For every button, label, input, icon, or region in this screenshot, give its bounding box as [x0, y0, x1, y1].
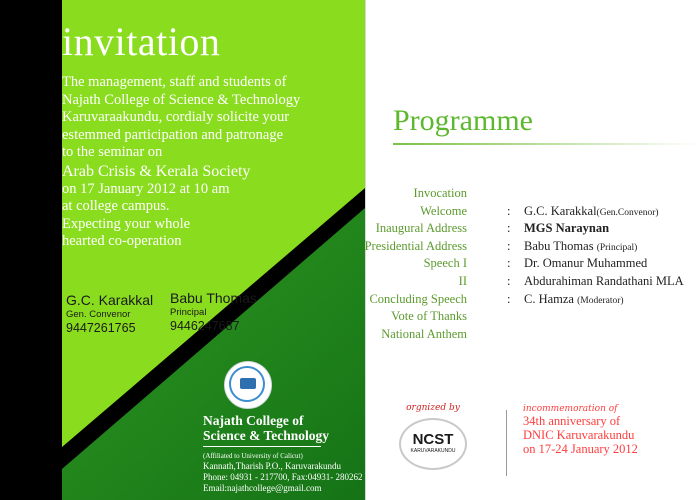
college-logo [224, 361, 272, 409]
programme-item-label: II [458, 273, 467, 288]
commemoration-line: on 17-24 January 2012 [523, 442, 638, 456]
college-email: Email:najathcollege@gmail.com [203, 483, 322, 493]
organizer-label [393, 403, 473, 413]
college-phone: Phone: 04931 - 217700, Fax:04931- 280262 [203, 472, 363, 482]
commemoration-line: DNIC Karuvarakundu [523, 428, 635, 442]
seminar-title: Arab Crisis & Kerala Society [62, 162, 251, 180]
programme-item-label: Presidential Address [364, 238, 467, 253]
commemoration-note [523, 404, 638, 456]
programme-item-speaker: G.C. Karakkal(Gen.Convenor) [524, 203, 659, 218]
programme-row [366, 221, 700, 239]
organized-by-text: orgnized by [406, 403, 460, 413]
message-line: on 17 January 2012 at 10 am [62, 180, 230, 197]
programme-rule [393, 143, 700, 145]
commemoration-line: 34th anniversary of [523, 414, 621, 428]
programme-item-label: Vote of Thanks [391, 309, 467, 324]
programme-item-label: Welcome [420, 203, 467, 218]
programme-item-label: Concluding Speech [369, 291, 467, 306]
programme-title: Programme [393, 104, 533, 137]
programme-item-speaker: C. Hamza (Moderator) [524, 291, 624, 306]
signatory-name: Babu Thomas [170, 290, 257, 306]
programme-row [366, 186, 700, 204]
programme-row [366, 309, 700, 327]
colon-separator: : [507, 203, 511, 218]
signatory-phone: 9447261765 [66, 321, 136, 335]
programme-item-speaker: MGS Naraynan [524, 221, 610, 236]
signatory-role: Principal [170, 307, 207, 318]
programme-row [366, 274, 700, 292]
programme-item-label: National Anthem [381, 326, 467, 341]
badge-text: NCST [412, 431, 454, 448]
ncst-badge [399, 418, 467, 470]
message-line: at college campus. [62, 198, 170, 214]
college-affiliation: (Affiliated to University of Calicut) [203, 452, 303, 460]
invitation-message [62, 74, 362, 251]
speaker-role: (Moderator) [577, 295, 624, 306]
signatory-phone: 9446247687 [170, 319, 240, 333]
colon-separator: : [507, 221, 511, 236]
footer-divider [506, 410, 507, 476]
programme-item-label: Speech I [423, 256, 467, 271]
book-icon [240, 378, 256, 389]
message-line: estemmed participation and patronage [62, 126, 284, 143]
commemoration-intro: incommemoration of [523, 404, 618, 414]
programme-item-speaker: Abdurahiman Randathani MLA [524, 273, 684, 288]
programme-row [366, 292, 700, 310]
college-divider [203, 446, 321, 447]
college-name: Science & Technology [203, 428, 330, 443]
programme-item-speaker: Dr. Omanur Muhammed [524, 256, 648, 271]
college-address: Kannath,Tharish P.O., Karuvarakundu [203, 461, 341, 471]
signatory-name: G.C. Karakkal [66, 292, 154, 308]
signatory-convenor [66, 292, 153, 335]
badge-place: KARUVARAKUNDU [410, 448, 456, 454]
invitation-title: invitation [62, 19, 221, 64]
programme-row [366, 327, 700, 345]
message-line: Expecting your whole [62, 215, 191, 232]
programme-list [366, 186, 700, 344]
message-line: to the seminar on [62, 144, 163, 160]
speaker-role: (Gen.Convenor) [596, 207, 659, 218]
speaker-role: (Principal) [596, 242, 638, 253]
colon-separator: : [507, 238, 511, 253]
programme-item-label: Invocation [413, 186, 467, 200]
colon-separator: : [507, 256, 511, 271]
message-line: Najath College of Science & Technology [62, 91, 301, 108]
college-info [203, 413, 363, 494]
message-line: hearted co-operation [62, 233, 182, 249]
programme-row [366, 204, 700, 222]
colon-separator: : [507, 291, 511, 306]
programme-row [366, 239, 700, 257]
programme-row [366, 256, 700, 274]
message-line: Karuvaraakundu, cordialy solicite your [62, 109, 290, 125]
colon-separator: : [507, 273, 511, 288]
college-name: Najath College of [203, 413, 304, 428]
signatory-role: Gen. Convenor [66, 309, 131, 320]
message-line: The management, staff and students of [62, 74, 287, 90]
signatory-principal [170, 290, 257, 333]
programme-item-label: Inaugural Address [375, 221, 467, 236]
programme-item-speaker: Babu Thomas (Principal) [524, 238, 638, 253]
black-left-band [0, 0, 62, 500]
